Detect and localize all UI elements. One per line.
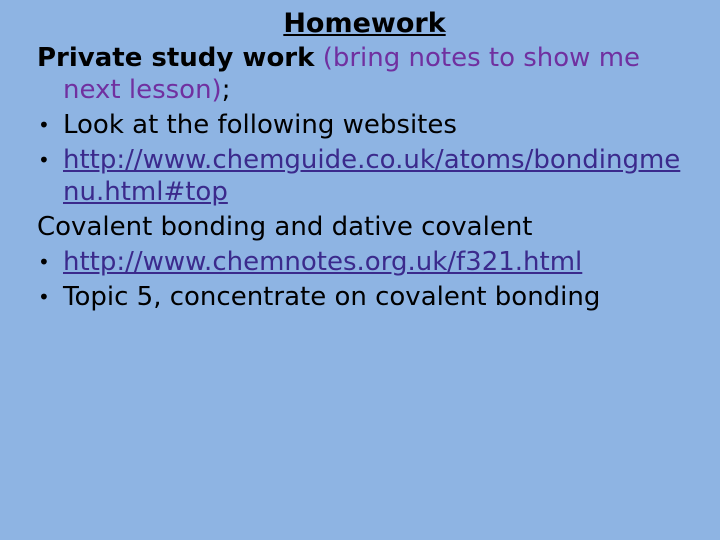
bullet-text: Topic 5, concentrate on covalent bonding: [63, 282, 601, 312]
bullet-item-chemguide-link: [37, 144, 692, 208]
intro-note-text: (bring notes to show me next lesson): [63, 43, 641, 105]
chemguide-link[interactable]: http://www.chemguide.co.uk/atoms/bondingmenu.html#top: [63, 145, 681, 207]
bullet-item-topic5: [37, 281, 692, 313]
subheading: Covalent bonding and dative covalent: [37, 212, 533, 242]
bullet-icon: •: [38, 250, 50, 274]
bullet-icon: •: [38, 113, 50, 137]
bullet-icon: •: [38, 148, 50, 172]
bullet-text: Look at the following websites: [63, 110, 457, 140]
bullet-icon: •: [38, 285, 50, 309]
slide-title: Homework: [283, 8, 446, 39]
intro-paragraph: [37, 42, 692, 106]
slide-body: [37, 42, 692, 313]
bullet-item-websites: [37, 109, 692, 141]
intro-bold-text: Private study work: [37, 43, 315, 73]
bullet-item-chemnotes-link: [37, 246, 692, 278]
chemnotes-link[interactable]: http://www.chemnotes.org.uk/f321.html: [63, 247, 583, 277]
intro-trailing-punctuation: ;: [221, 75, 231, 105]
